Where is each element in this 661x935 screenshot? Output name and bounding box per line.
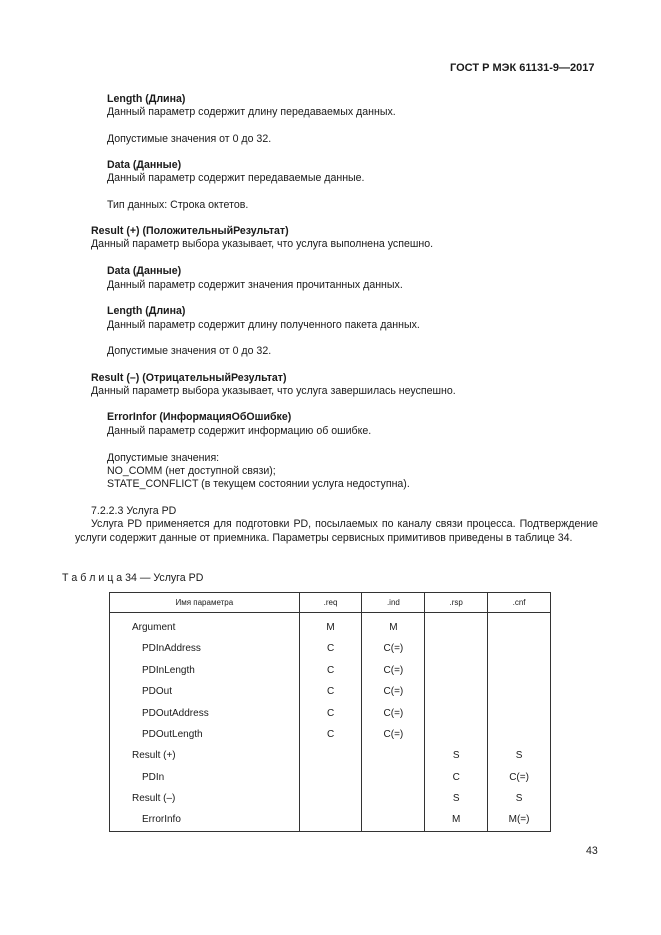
service-table bbox=[109, 592, 551, 832]
cell-cnf: S bbox=[488, 788, 551, 809]
section-text: Допустимые значения от 0 до 32. bbox=[107, 345, 272, 357]
cell-req bbox=[299, 810, 362, 832]
table-caption bbox=[62, 572, 203, 586]
table-row bbox=[110, 638, 551, 659]
parameter-name-cell: Argument bbox=[110, 613, 300, 639]
column-header-req: .req bbox=[299, 593, 362, 613]
allowed-values-label: Допустимые значения: bbox=[107, 452, 220, 464]
cell-cnf bbox=[488, 724, 551, 745]
parameter-name-cell: PDInAddress bbox=[110, 638, 300, 659]
section-text: Данный параметр содержит значения прочитанных данных. bbox=[107, 279, 403, 291]
cell-cnf bbox=[488, 613, 551, 639]
cell-req: C bbox=[299, 681, 362, 702]
cell-req: C bbox=[299, 660, 362, 681]
cell-ind: C(=) bbox=[362, 703, 425, 724]
clause-heading: 7.2.2.3 Услуга PD bbox=[91, 505, 177, 517]
clause-paragraph: Услуга PD применяется для подготовки PD, посылаемых по каналу связи процесса. Подтверждение услуги содержит данные от приемника. Параметры сервисных примитивов приведены в таблице 34. bbox=[75, 518, 598, 544]
section-title-length: Length (Длина) bbox=[107, 93, 186, 105]
parameter-name-cell: PDOut bbox=[110, 681, 300, 702]
cell-cnf: M(=) bbox=[488, 810, 551, 832]
section-text: Данный параметр содержит длину передаваемых данных. bbox=[107, 106, 396, 118]
section-text: Тип данных: Строка октетов. bbox=[107, 199, 249, 211]
column-header-cnf: .cnf bbox=[488, 593, 551, 613]
parameter-name-cell: PDIn bbox=[110, 767, 300, 788]
column-header-name: Имя параметра bbox=[110, 593, 300, 613]
column-header-rsp: .rsp bbox=[425, 593, 488, 613]
parameter-name-cell: PDOutAddress bbox=[110, 703, 300, 724]
cell-rsp: C bbox=[425, 767, 488, 788]
cell-cnf bbox=[488, 660, 551, 681]
table-row bbox=[110, 703, 551, 724]
table-caption-prefix: Т а б л и ц а bbox=[62, 572, 123, 584]
parameter-name-cell: ErrorInfo bbox=[110, 810, 300, 832]
cell-ind: M bbox=[362, 613, 425, 639]
section-title-errorinfo: ErrorInfor (ИнформацияОбОшибке) bbox=[107, 411, 292, 423]
table-row bbox=[110, 745, 551, 766]
table-row bbox=[110, 767, 551, 788]
page-number: 43 bbox=[586, 845, 598, 857]
cell-req: C bbox=[299, 703, 362, 724]
cell-ind bbox=[362, 788, 425, 809]
cell-rsp bbox=[425, 638, 488, 659]
cell-rsp bbox=[425, 613, 488, 639]
cell-cnf bbox=[488, 681, 551, 702]
section-title-result-negative: Result (–) (ОтрицательныйРезультат) bbox=[91, 372, 287, 384]
parameter-name-cell: Result (–) bbox=[110, 788, 300, 809]
section-title-length: Length (Длина) bbox=[107, 305, 186, 317]
cell-ind: C(=) bbox=[362, 681, 425, 702]
table-caption-title: 34 — Услуга PD bbox=[125, 572, 204, 584]
table-row bbox=[110, 681, 551, 702]
section-text: Данный параметр содержит передаваемые данные. bbox=[107, 172, 365, 184]
cell-cnf bbox=[488, 638, 551, 659]
table-header-row bbox=[110, 593, 551, 613]
section-text: Допустимые значения от 0 до 32. bbox=[107, 133, 272, 145]
allowed-value-item: NO_COMM (нет доступной связи); bbox=[107, 465, 276, 477]
section-title-result-positive: Result (+) (ПоложительныйРезультат) bbox=[91, 225, 289, 237]
cell-ind bbox=[362, 767, 425, 788]
cell-ind: C(=) bbox=[362, 660, 425, 681]
allowed-value-item: STATE_CONFLICT (в текущем состоянии услуга недоступна). bbox=[107, 478, 410, 490]
cell-rsp bbox=[425, 681, 488, 702]
section-title-data: Data (Данные) bbox=[107, 159, 182, 171]
cell-rsp: S bbox=[425, 745, 488, 766]
cell-rsp: S bbox=[425, 788, 488, 809]
document-header: ГОСТ Р МЭК 61131-9—2017 bbox=[450, 62, 595, 74]
parameter-name-cell: PDOutLength bbox=[110, 724, 300, 745]
section-text: Данный параметр содержит длину полученного пакета данных. bbox=[107, 319, 420, 331]
table-row bbox=[110, 613, 551, 639]
cell-rsp bbox=[425, 724, 488, 745]
cell-req: C bbox=[299, 724, 362, 745]
cell-req: C bbox=[299, 638, 362, 659]
cell-req bbox=[299, 745, 362, 766]
table-body bbox=[110, 613, 551, 832]
cell-ind: C(=) bbox=[362, 638, 425, 659]
table-row bbox=[110, 660, 551, 681]
cell-ind: C(=) bbox=[362, 724, 425, 745]
cell-cnf: S bbox=[488, 745, 551, 766]
cell-rsp: M bbox=[425, 810, 488, 832]
column-header-ind: .ind bbox=[362, 593, 425, 613]
section-text: Данный параметр содержит информацию об ошибке. bbox=[107, 425, 372, 437]
cell-req bbox=[299, 788, 362, 809]
section-text: Данный параметр выбора указывает, что услуга завершилась неуспешно. bbox=[91, 385, 456, 397]
table-row bbox=[110, 810, 551, 832]
cell-req bbox=[299, 767, 362, 788]
cell-req: M bbox=[299, 613, 362, 639]
table-row bbox=[110, 788, 551, 809]
section-title-data: Data (Данные) bbox=[107, 265, 182, 277]
parameter-name-cell: Result (+) bbox=[110, 745, 300, 766]
section-text: Данный параметр выбора указывает, что услуга выполнена успешно. bbox=[91, 238, 434, 250]
cell-ind bbox=[362, 810, 425, 832]
cell-cnf bbox=[488, 703, 551, 724]
cell-rsp bbox=[425, 660, 488, 681]
parameter-name-cell: PDInLength bbox=[110, 660, 300, 681]
cell-rsp bbox=[425, 703, 488, 724]
table-row bbox=[110, 724, 551, 745]
cell-ind bbox=[362, 745, 425, 766]
cell-cnf: C(=) bbox=[488, 767, 551, 788]
